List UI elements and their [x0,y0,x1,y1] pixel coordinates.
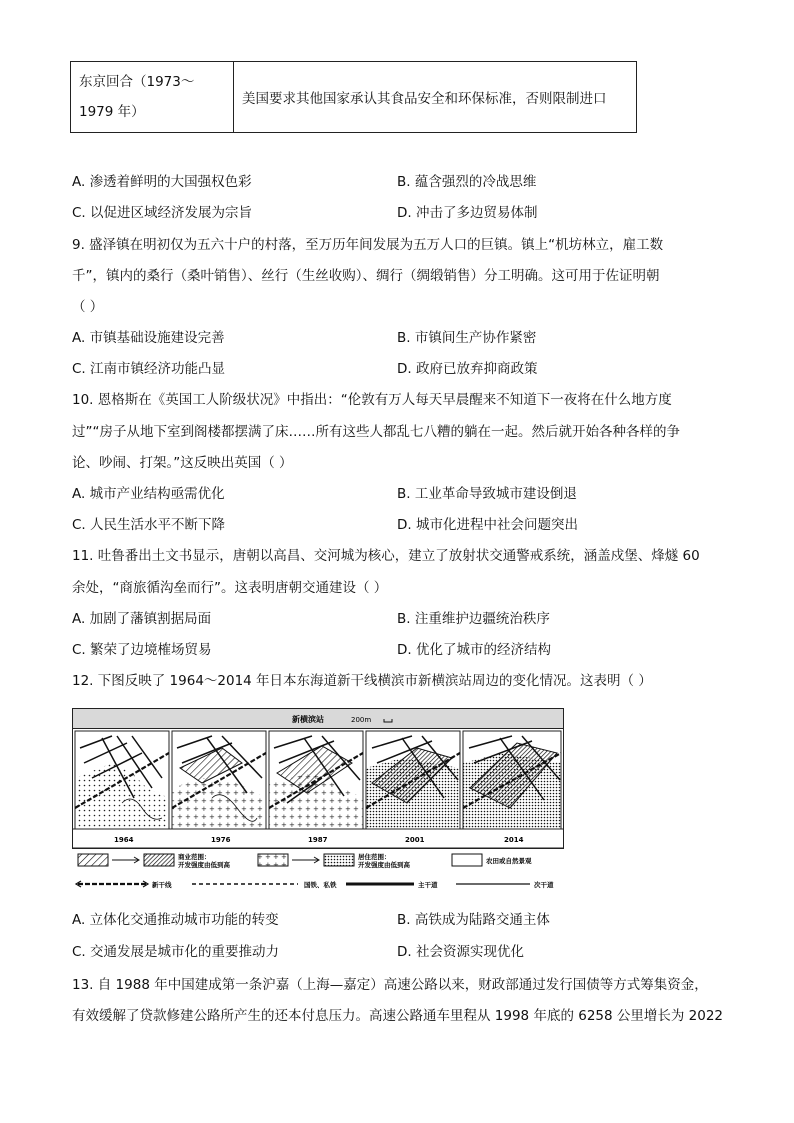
q11-stem-line1: 11. 吐鲁番出土文书显示，唐朝以高昌、交河城为核心，建立了放射状交通警戒系统，涵盖戍堡、烽燧 60 [72,548,700,564]
shin-yokohama-map-figure [72,708,564,898]
map-panel-1976 [172,731,266,829]
legend-shinkansen-label: 新干线 [152,881,172,889]
q11-option-a: A. 加剧了藩镇割据局面 [72,611,212,627]
year-label-1964: 1964 [114,836,134,844]
round-name-line2: 1979 年） [79,104,145,120]
year-label-1987: 1987 [308,836,328,844]
q12-option-d: D. 社会资源实现优化 [397,944,524,960]
map-figure-svg [72,708,564,898]
q8-option-c: C. 以促进区域经济发展为宗旨 [72,205,253,221]
q9-option-b: B. 市镇间生产协作紧密 [397,330,537,346]
map-panel-2014 [463,731,561,829]
legend-residential-label-1: 居住范围： [358,853,391,861]
q9-option-c: C. 江南市镇经济功能凸显 [72,361,226,377]
year-label-2014: 2014 [504,836,524,844]
q11-option-b: B. 注重维护边疆统治秩序 [397,611,550,627]
year-label-1976: 1976 [211,836,231,844]
q12-stem-line1: 12. 下图反映了 1964～2014 年日本东海道新干线横滨市新横滨站周边的变化情况。这表明（ ） [72,673,652,689]
q11-stem-line2: 余处，“商旅循沟垒而行”。这表明唐朝交通建设（ ） [72,580,388,596]
q11-option-c: C. 繁荣了边境榷场贸易 [72,642,212,658]
legend-main-road-label: 主干道 [418,881,438,889]
legend-commercial-high-swatch [144,854,174,866]
round-name-cell [71,62,234,133]
map-scale-label: 200m [351,716,372,724]
legend-commercial-label-1: 商业范围： [178,853,211,861]
q10-option-a: A. 城市产业结构亟需优化 [72,486,225,502]
q8-option-a: A. 渗透着鲜明的大国强权色彩 [72,174,252,190]
legend-residential-low-swatch [258,854,288,866]
q10-option-d: D. 城市化进程中社会问题突出 [397,517,578,533]
q10-stem-line2: 过”“房子从地下室到阁楼都摆满了床……所有这些人都乱七八糟的躺在一起。然后就开始各种各样的争 [72,424,680,440]
q10-stem-line3: 论、吵闹、打架。”这反映出英国（ ） [72,455,293,471]
legend-farmland-swatch [452,854,482,866]
round-name-line1: 东京回合（1973～ [79,74,195,90]
q10-option-c: C. 人民生活水平不断下降 [72,517,226,533]
q12-option-a: A. 立体化交通推动城市功能的转变 [72,912,279,928]
map-panel-1964 [75,731,169,829]
q9-option-d: D. 政府已放弃抑商政策 [397,361,538,377]
q10-stem-line1: 10. 恩格斯在《英国工人阶级状况》中指出：“伦敦有万人每天早晨醒来不知道下一夜将在什么地方度 [72,392,672,408]
gatt-round-table [70,61,637,133]
legend-commercial-low-swatch [78,854,108,866]
map-panel-2001 [366,731,460,829]
q9-stem-line1: 9. 盛泽镇在明初仅为五六十户的村落，至万历年间发展为五万人口的巨镇。镇上“机坊林立，雇工数 [72,237,664,253]
map-panel-1987 [269,731,363,829]
q12-option-c: C. 交通发展是城市化的重要推动力 [72,944,280,960]
legend-residential-high-swatch [324,854,354,866]
q13-stem-line2: 有效缓解了贷款修建公路所产生的还本付息压力。高速公路通车里程从 1998 年底的 6258 公里增长为 2022 [72,1008,724,1024]
round-content-cell: 美国要求其他国家承认其食品安全和环保标准，否则限制进口 [234,62,637,133]
map-title: 新横滨站 [292,715,324,724]
q10-option-b: B. 工业革命导致城市建设倒退 [397,486,577,502]
q8-option-d: D. 冲击了多边贸易体制 [397,205,538,221]
legend-arrow-icon [112,857,139,863]
legend-residential-label-2: 开发强度由低到高 [358,861,410,869]
q9-stem-line3: （ ） [72,299,104,315]
table-row [71,62,637,133]
q8-option-b: B. 蕴含强烈的冷战思维 [397,174,537,190]
legend-farmland-label: 农田或自然景观 [486,857,532,865]
legend-secondary-road-label: 次干道 [534,881,554,889]
legend-railway-label: 国铁、私铁 [304,881,337,889]
legend-arrow-icon [292,857,319,863]
q9-stem-line2: 千”，镇内的桑行（桑叶销售）、丝行（生丝收购）、绸行（绸缎销售）分工明确。这可用于佐证明朝 [72,268,660,284]
legend-commercial-label-2: 开发强度由低到高 [178,861,230,869]
year-label-2001: 2001 [405,836,425,844]
q11-option-d: D. 优化了城市的经济结构 [397,642,551,658]
q12-option-b: B. 高铁成为陆路交通主体 [397,912,550,928]
q13-stem-line1: 13. 自 1988 年中国建成第一条沪嘉（上海—嘉定）高速公路以来，财政部通过发行国债等方式筹集资金， [72,977,708,993]
q9-option-a: A. 市镇基础设施建设完善 [72,330,225,346]
